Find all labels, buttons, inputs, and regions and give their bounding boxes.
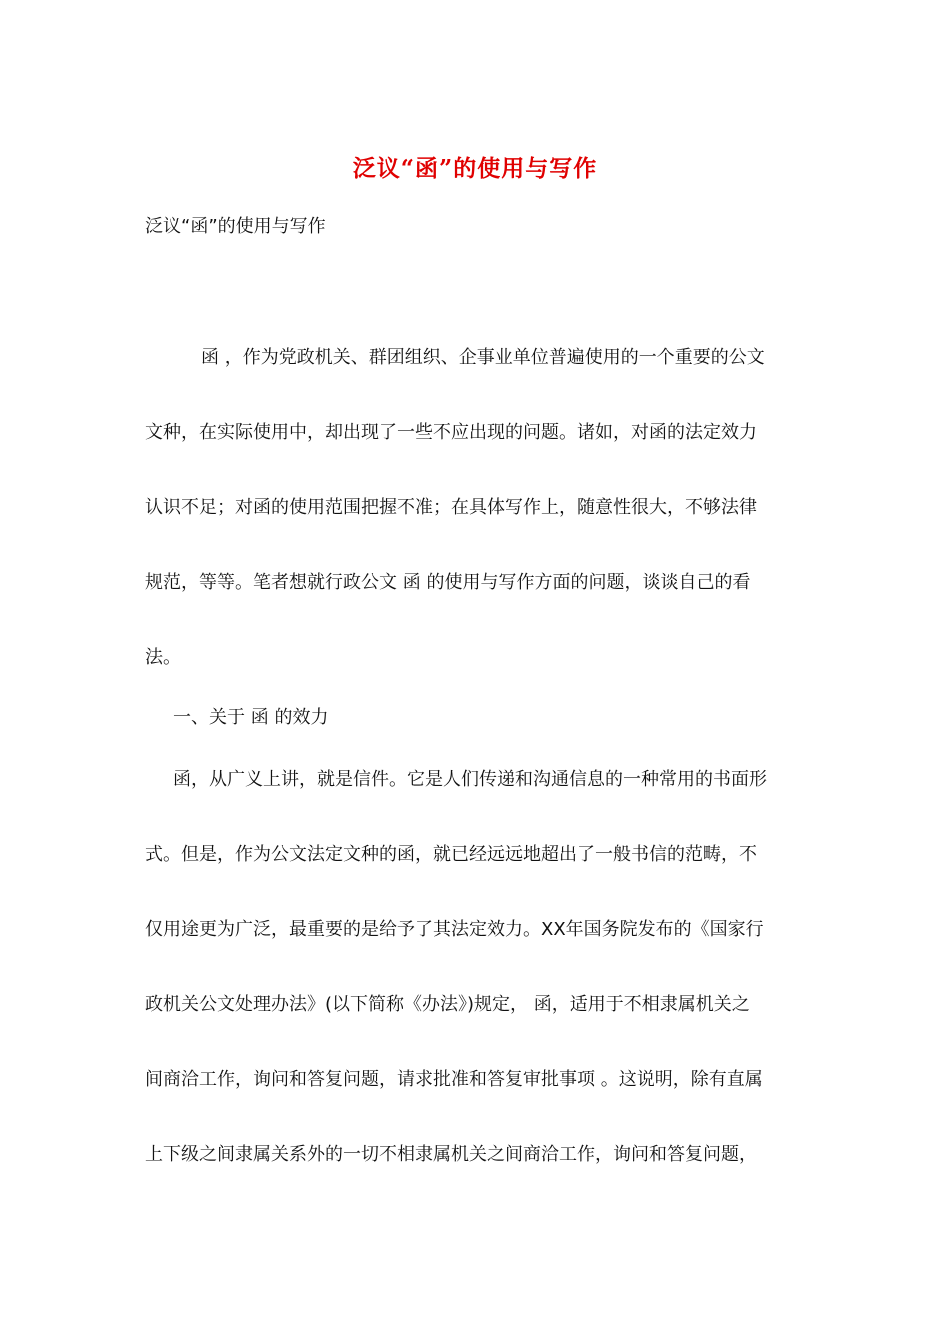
paragraph-line: 仅用途更为广泛，最重要的是给予了其法定效力。XX年国务院发布的《国家行 [145,919,764,940]
document-subtitle: 泛议“函”的使用与写作 [145,216,326,237]
paragraph-line: 法。 [145,647,181,668]
section-heading-text: 一、关于 函 的效力 [173,707,329,728]
paragraph-intro [145,320,807,695]
paragraph-line: 间商洽工作，询问和答复问题，请求批准和答复审批事项 。这说明，除有直属 [145,1069,763,1090]
paragraph-line: 认识不足；对函的使用范围把握不准；在具体写作上，随意性很大，不够法律 [145,497,757,518]
paragraph-line: 规范，等等。笔者想就行政公文 函 的使用与写作方面的问题，谈谈自己的看 [145,572,751,593]
paragraph-line: 式。但是，作为公文法定文种的函，就已经远远地超出了一般书信的范畴，不 [145,844,757,865]
paragraph-section1 [145,742,807,1192]
paragraph-line: 上下级之间隶属关系外的一切不相隶属机关之间商洽工作，询问和答复问题， [145,1144,757,1165]
paragraph-line: 政机关公文处理办法》(以下简称《办法》)规定， 函，适用于不相隶属机关之 [145,994,750,1015]
document-title: 泛议“函”的使用与写作 [352,155,598,182]
paragraph-line: 函 ，作为党政机关、群团组织、企事业单位普遍使用的一个重要的公文 [201,347,765,368]
paragraph-line: 文种，在实际使用中，却出现了一些不应出现的问题。诸如，对函的法定效力 [145,422,757,443]
paragraph-line: 函，从广义上讲，就是信件。它是人们传递和沟通信息的一种常用的书面形 [173,769,767,790]
